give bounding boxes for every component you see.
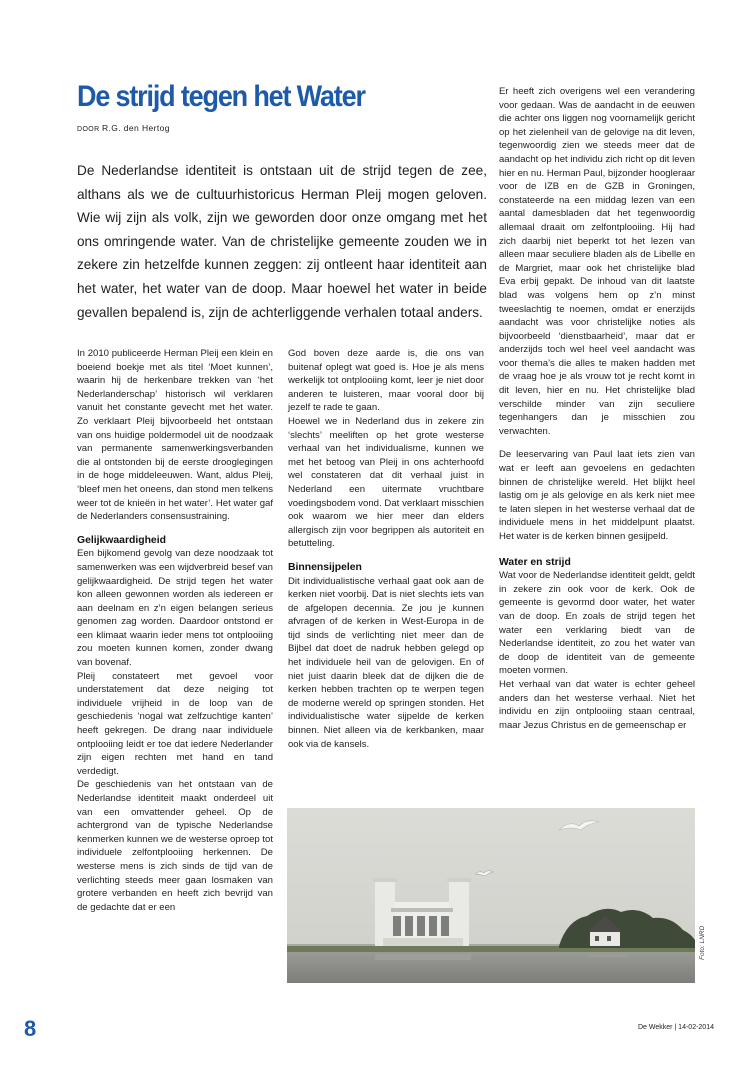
paragraph: Een bijkomend gevolg van deze noodzaak tot samenwerken was een wijdverbreid besef van gelijkwaardigheid. De strijd tegen het water kon alleen gewonnen worden als iedereen er aan deelnam en z’n eigen belangen serieus genomen zag worden. Daardoor ontstond er een klimaat waarin ieder mens tot ontplooiing zou moeten kunnen komen, zonder dwang van bovenaf. bbox=[77, 548, 273, 669]
page-number: 8 bbox=[24, 1016, 37, 1041]
pumping-station-photo bbox=[287, 808, 695, 983]
text-column-3 bbox=[499, 85, 695, 732]
photo-credit: Foto: LNRD bbox=[699, 925, 706, 960]
paragraph: In 2010 publiceerde Herman Pleij een klein en boeiend boekje met als titel ‘Moet kunnen’, waarin hij de herkenbare trekken van ‘het Nederlanderschap’ historisch wil verklaren vanuit het constante gevecht met het water. Zo verklaart Pleij bijvoorbeeld het ontstaan van ons huidige poldermodel uit de noodzaak van permanente samenwerkingsverbanden die al ontstonden bij de eerste drooglegingen in de hoge middeleeuwen. Want, aldus Pleij, ‘bleef men het oneens, dan stond men telkens weer tot de knieën in het water’. Het water gaf de Nederlanders consensustraining. bbox=[77, 348, 273, 523]
paragraph: Pleij constateert met gevoel voor understatement dat deze neiging tot individuele vrijheid in de loop van de geschiedenis ‘nogal wat zelfzuchtige kanten’ heeft gekregen. De drang naar individuele ontplooiing leidt er toe dat iedere Nederlander zijn eigen rechten met hand en tand verdedigt. bbox=[77, 670, 273, 777]
paragraph: De leeservaring van Paul laat iets zien van wat er leeft aan gevoelens en gedachten binnen de christelijke wereld. Het blijkt heel lastig om je als gelovige en als kerk niet mee te laten slepen in het westerse verhaal dat de individuele mens in het middelpunt plaatst. Het water is de kerken binnen gesijpeld. bbox=[499, 449, 695, 542]
section-heading-gelijkwaardigheid: Gelijkwaardigheid bbox=[77, 534, 166, 546]
byline-author: R.G. den Hertog bbox=[101, 123, 170, 133]
text-column-1 bbox=[77, 347, 273, 914]
section-heading-water-en-strijd: Water en strijd bbox=[499, 556, 571, 568]
publication-footer: De Wekker | 14-02-2014 bbox=[637, 1024, 714, 1031]
article-title: De strijd tegen het Water bbox=[77, 80, 365, 113]
paragraph: Hoewel we in Nederland dus in zekere zin ‘slechts’ meeliften op het grote westerse verhaal van het individualisme, kunnen we met het betoog van Pleij in ons achterhoofd wel constateren dat dit verhaal juist in Nederland een uitermate vruchtbare voedingsbodem vond. Dat verklaart misschien ook waarom we hier meer dan elders allergisch zijn voor begrippen als autoriteit en betutteling. bbox=[288, 415, 484, 550]
byline-prefix: DOOR bbox=[77, 126, 100, 133]
lead-paragraph: De Nederlandse identiteit is ontstaan uit de strijd tegen de zee, althans als we de cultuurhistoricus Herman Pleij mogen geloven. Wie wij zijn als volk, zijn we geworden door onze omgang met het ons omringende water. Van de christelijke gemeente zouden we in zekere zin hetzelfde kunnen zeggen: zij ontleent haar identiteit aan het water, het water van de doop. Maar hoewel het water in beide gevallen bepalend is, zijn de achterliggende verhalen totaal anders. bbox=[77, 163, 487, 320]
paragraph: Dit individualistische verhaal gaat ook aan de kerken niet voorbij. Dat is niet slechts iets van de afgelopen decennia. Ze jou je kunnen afvragen of de kerken in West-Europa in de tijd sinds de verlichting niet meer dan de Bijbel dat doet de nadruk hebben gelegd op het individuele heil van de gelovigen. En of niet juist daarin bleek dat de dijken die de kerken hebben trachten op te werpen tegen de moderne wereld op springen stonden. Het individualistische water sijpelde de kerken binnen. Niet alleen via de kerkbanken, maar ook via de kansels. bbox=[288, 575, 484, 750]
paragraph: God boven deze aarde is, die ons van buitenaf oplegt wat goed is. Hoe je als mens werkelijk tot ontplooiing komt, leer je niet door anderen te luisteren, maar vooral door bij jezelf te rade te gaan. bbox=[288, 348, 484, 414]
paragraph: Wat voor de Nederlandse identiteit geldt, geldt in zekere zin ook voor de kerk. Ook de gemeente is gevormd door water, het water van de doop. En zoals de strijd tegen het water een verklaring biedt van de Nederlandse identiteit, zo zou het water van de doop de identiteit van de gemeente moeten vormen. bbox=[499, 570, 695, 677]
paragraph: Er heeft zich overigens wel een verandering voor gedaan. Was de aandacht in de eeuwen die achter ons liggen nog voornamelijk gericht op het zielenheil van de gelovige na dit leven, tegenwoordig zien we steeds meer dat de aandacht op het individu zich richt op dit leven hier en nu. Herman Paul, bijzonder hoogleraar voor de IZB en de GZB in Groningen, constateerde na een middag lezen van een aantal damesbladen dat het tegenwoordig allemaal draait om zelfontplooiing. Hij had zich daarbij niet beperkt tot het lezen van alleen maar seculiere bladen als de Libelle en de Margriet, maar ook het christelijke blad Eva erbij gepakt. De inhoud van dit laatste blad was volgens hem op z’n minst tweeslachtig te noemen, omdat er enerzijds aandacht was voor christelijke noties als bijvoorbeeld ‘dienstbaarheid’, maar dat er anderzijds toch wel heel veel aandacht was voor thema’s die alles te maken hadden met de vraag hoe je als vrouw tot je recht komt in dit leven, hier en nu. Het christelijke blad verschilde minder van zijn seculiere tegenhangers dan je misschien zou verwachten. bbox=[499, 86, 695, 437]
article-photo bbox=[287, 808, 695, 983]
paragraph: De geschiedenis van het ontstaan van de Nederlandse identiteit maakt onderdeel uit van een omvattender geheel. Op de achtergrond van de typische Nederlandse kenmerken kunnen we de westerse oproep tot individuele zelfontplooiing herkennen. De westerse mens is zich sinds de tijd van de verlichting steeds meer gaan losmaken van grotere verbanden en heeft zich bevrijd van de gedachte dat er een bbox=[77, 779, 273, 913]
section-heading-binnensijpelen: Binnensijpelen bbox=[288, 561, 362, 573]
text-column-2 bbox=[288, 347, 484, 751]
paragraph: Het verhaal van dat water is echter geheel anders dan het westerse verhaal. Niet het individu en zijn ontplooiing staan centraal, maar Jezus Christus en de gemeenschap er bbox=[499, 678, 695, 731]
byline bbox=[77, 123, 170, 133]
